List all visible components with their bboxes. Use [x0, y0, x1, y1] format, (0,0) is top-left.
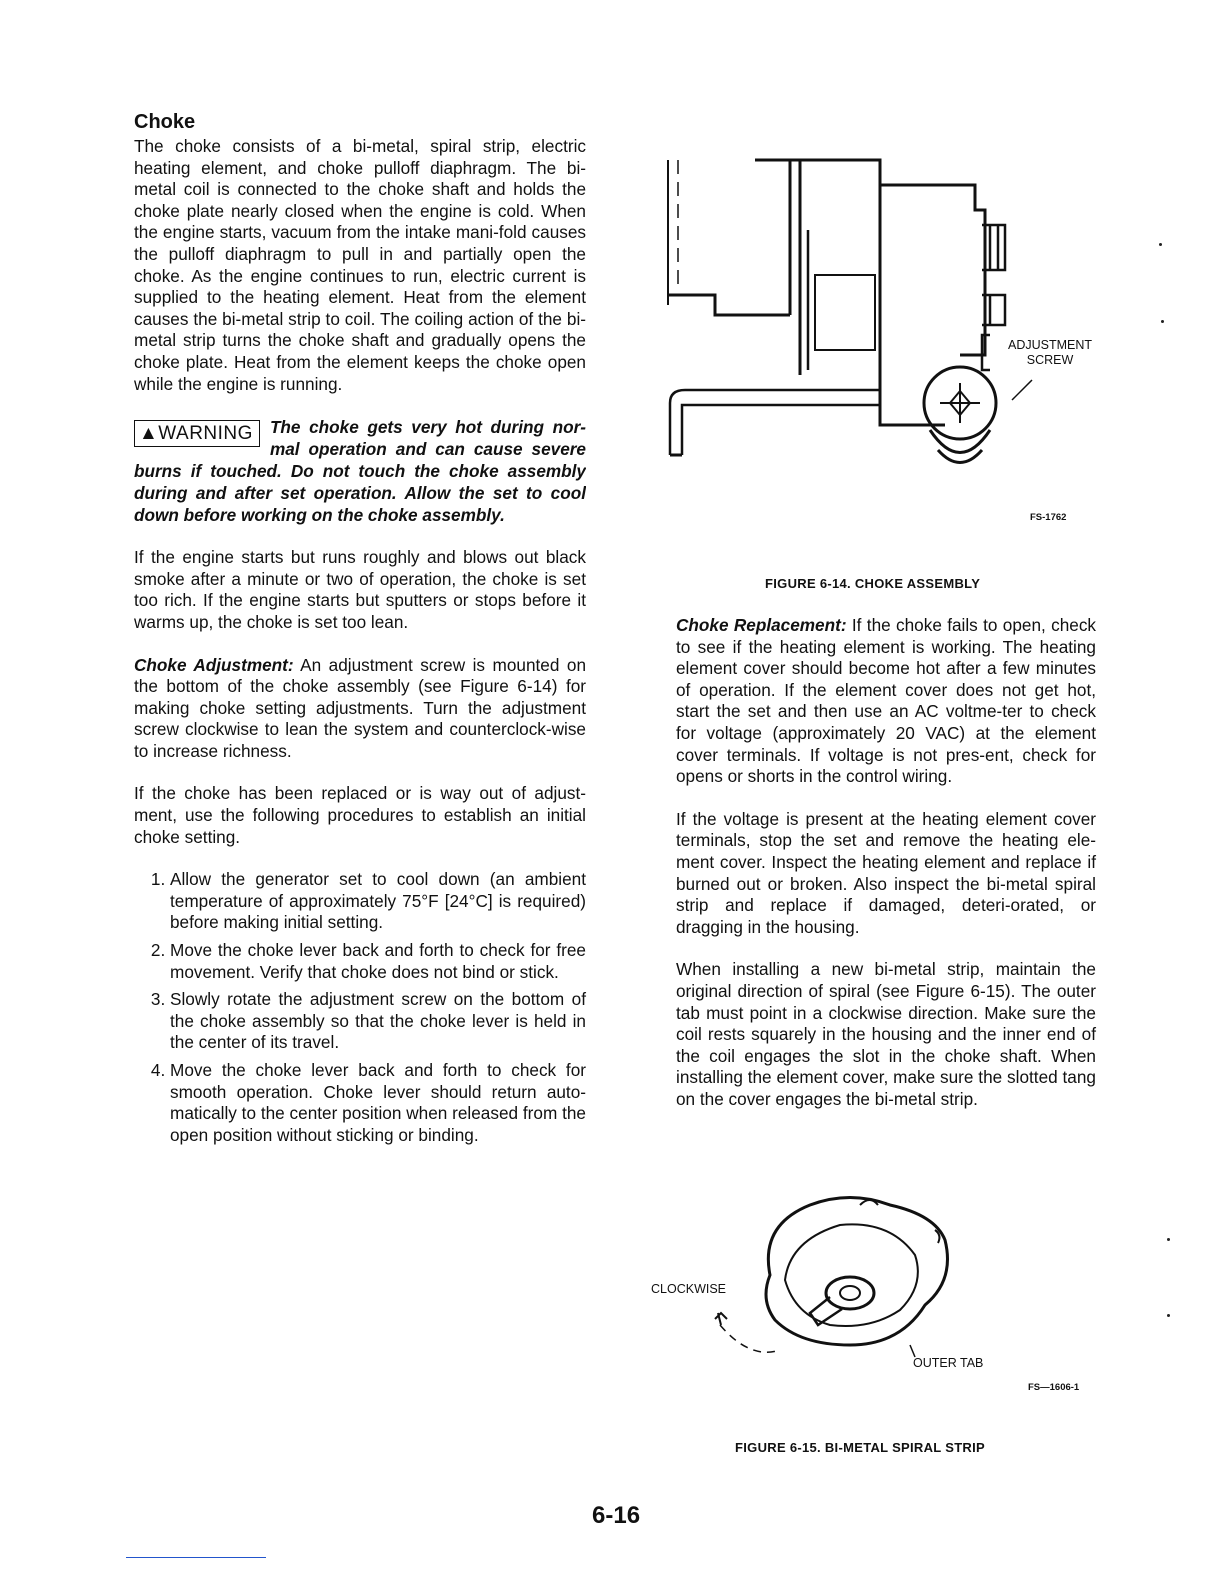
procedure-step: 3. Slowly rotate the adjustment screw on the bottom of the choke assembly so that the choke lever is held in the center of its travel. — [170, 989, 586, 1054]
clockwise-label: CLOCKWISE — [651, 1282, 727, 1296]
adjustment-title: Choke Adjustment: — [134, 654, 294, 675]
adjustment-text: An adjustment screw is mounted on the bottom of the choke assembly (see Figure 6-14) for making choke setting adjustments. Turn the adjustment screw clockwise to lean the system and counterclock-wise to increase richness. — [134, 654, 586, 761]
section-heading: Choke — [134, 111, 196, 133]
procedure-step: 2. Move the choke lever back and forth to check for free movement. Verify that choke does not bind or stick. — [170, 940, 586, 983]
figure15-caption: FIGURE 6-15. BI-METAL SPIRAL STRIP — [735, 1440, 986, 1455]
scan-mark — [1159, 243, 1162, 246]
warning-text: The choke gets very hot during nor-mal operation and can cause severe burns if touched. Do not touch the choke assembly during and after set operation. Allow the set to cool down before working on the choke assembly. — [134, 417, 586, 526]
adjustment-label-line1: ADJUSTMENT — [1007, 338, 1093, 352]
footer-rule — [126, 1557, 266, 1558]
warning-label: ▲WARNING — [134, 420, 260, 447]
adjustment-label-line2: SCREW — [1026, 353, 1074, 367]
figure14-code: FS-1762 — [1030, 512, 1067, 523]
voltage-paragraph: If the voltage is present at the heating element cover terminals, stop the set and remove the heating ele-ment cover. Inspect the heating element and replace if burned out or broken. Also inspect the bi-metal spiral strip and replace if damaged, deteri-orated, or dragging in the housing. — [676, 808, 1096, 937]
procedure-step: 1. Allow the generator set to cool down (an ambient temperature of approximately 75°F [24°C] is required) before making initial setting. — [170, 869, 586, 934]
adjustment-paragraph — [134, 655, 586, 763]
intro-paragraph: The choke consists of a bi-metal, spiral strip, electric heating element, and choke pulloff diaphragm. The bi-metal coil is connected to the choke shaft and holds the choke plate nearly closed when the engine is cold. When the engine starts, vacuum from the intake mani-fold causes the pulloff diaphragm to pull in and partially open the choke. As the engine continues to run, electric current is supplied to the heating element. Heat from the element causes the bi-metal strip to coil. The coiling action of the bi-metal strip turns the choke shaft and gradually opens the choke plate. Heat from the element keeps the choke open while the engine is running. — [134, 136, 586, 394]
adjustment-label — [1005, 338, 1095, 368]
left-column — [134, 110, 586, 1152]
bimetal-spiral-figure — [700, 1185, 1000, 1375]
figure15-code: FS—1606-1 — [1028, 1382, 1080, 1393]
right-column — [676, 615, 1096, 1110]
rough-running-paragraph: If the engine starts but runs roughly and blows out black smoke after a minute or two of operation, the choke is set too rich. If the engine starts but sputters or stops before it warms up, the choke is set too lean. — [134, 547, 586, 632]
scan-mark — [1167, 1238, 1170, 1241]
procedure-step: 4. Move the choke lever back and forth to check for smooth operation. Choke lever should return auto-matically to the center position when released from the open position without sticking or binding. — [170, 1060, 586, 1146]
install-paragraph: When installing a new bi-metal strip, maintain the original direction of spiral (see Figure 6-15). The outer tab must point in a clockwise direction. Make sure the coil rests squarely in the housing and the inner end of the coil engages the slot in the choke shaft. When installing the element cover, make sure the slotted tang on the cover engages the bi-metal strip. — [676, 959, 1096, 1109]
replacement-title: Choke Replacement: — [676, 615, 847, 635]
scan-mark — [1161, 320, 1164, 323]
replaced-paragraph: If the choke has been replaced or is way out of adjust-ment, use the following procedures to establish an initial choke setting. — [134, 783, 586, 847]
choke-assembly-figure — [660, 155, 1100, 500]
replacement-text: If the choke fails to open, check to see if the heating element is working. The heating element cover should become hot after a few minutes of operation. If the element cover does not get hot, start the set and then use an AC voltme-ter to check for voltage (approximately 20 VAC) at the element cover terminals. If voltage is not pres-ent, check for opens or shorts in the control wiring. — [676, 615, 1097, 787]
scan-mark — [1167, 1314, 1170, 1317]
warning-block — [134, 416, 586, 526]
outer-tab-label: OUTER TAB — [913, 1356, 984, 1370]
figure14-caption: FIGURE 6-14. CHOKE ASSEMBLY — [765, 576, 981, 591]
procedure-list — [134, 869, 586, 1146]
page-number: 6-16 — [592, 1502, 641, 1529]
replacement-paragraph — [676, 615, 1096, 788]
